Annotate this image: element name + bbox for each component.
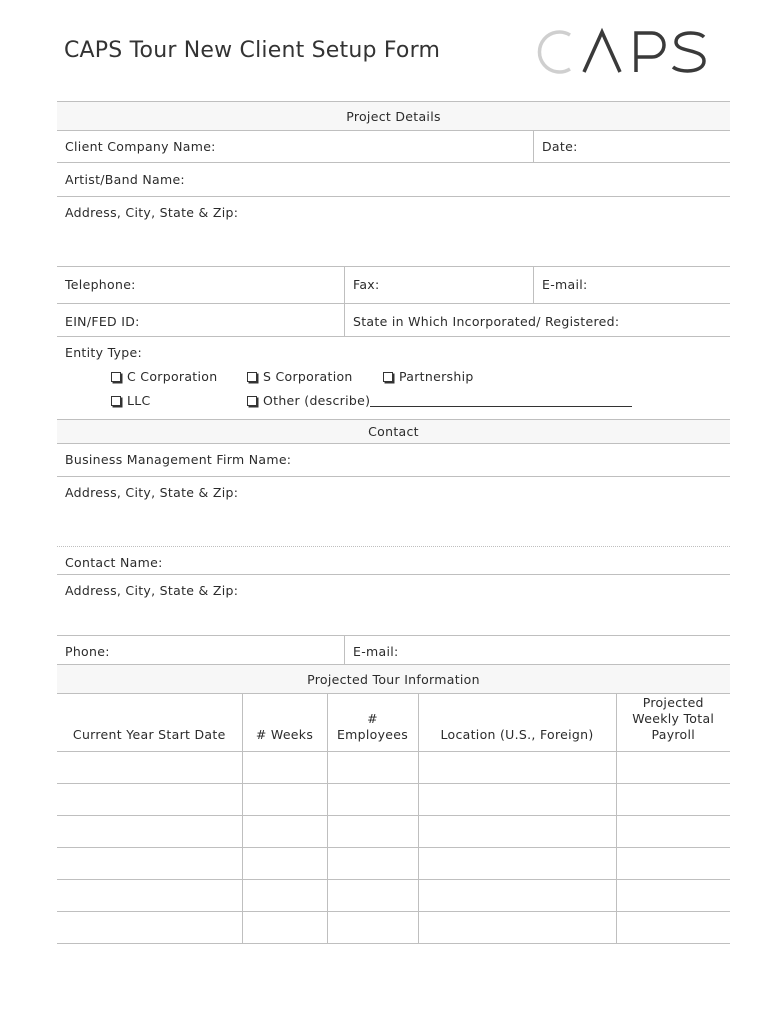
firm-address-field[interactable]: Address, City, State & Zip: xyxy=(65,485,239,500)
table-cell[interactable] xyxy=(327,848,418,880)
column-header: Current Year Start Date xyxy=(57,694,242,752)
client-company-name-field[interactable]: Client Company Name: xyxy=(65,139,216,154)
c-corporation-label: C Corporation xyxy=(127,369,218,384)
section-contact xyxy=(57,419,730,443)
checkbox-icon xyxy=(111,396,121,406)
caps-logo xyxy=(532,26,712,78)
section-heading: Contact xyxy=(368,424,419,439)
table-cell[interactable] xyxy=(327,752,418,784)
column-header: # Weeks xyxy=(242,694,327,752)
section-heading: Project Details xyxy=(346,108,441,124)
address-field[interactable]: Address, City, State & Zip: xyxy=(65,205,239,220)
table-cell[interactable] xyxy=(418,816,616,848)
table-cell[interactable] xyxy=(418,784,616,816)
table-cell[interactable] xyxy=(616,752,730,784)
table-cell[interactable] xyxy=(418,848,616,880)
entity-type-group xyxy=(57,336,730,419)
table-row xyxy=(57,848,730,880)
checkbox-icon xyxy=(247,396,257,406)
table-cell[interactable] xyxy=(616,848,730,880)
table-row xyxy=(57,784,730,816)
table-cell[interactable] xyxy=(616,816,730,848)
section-project-details xyxy=(57,101,730,130)
table-header-row xyxy=(57,694,730,752)
row-contact-name xyxy=(57,546,730,574)
row-phone xyxy=(57,635,730,664)
table-cell[interactable] xyxy=(418,912,616,944)
table-cell[interactable] xyxy=(57,752,242,784)
c-corporation-checkbox[interactable] xyxy=(111,369,217,384)
section-heading: Projected Tour Information xyxy=(307,671,480,687)
partnership-checkbox[interactable] xyxy=(383,369,474,384)
artist-band-name-field[interactable]: Artist/Band Name: xyxy=(65,172,185,187)
business-mgmt-firm-field[interactable]: Business Management Firm Name: xyxy=(65,452,292,467)
table-cell[interactable] xyxy=(57,816,242,848)
row-artist xyxy=(57,162,730,196)
table-cell[interactable] xyxy=(57,912,242,944)
ein-field[interactable]: EIN/FED ID: xyxy=(65,314,140,329)
row-client-company xyxy=(57,130,730,162)
other-describe-line[interactable] xyxy=(370,394,632,407)
telephone-field[interactable]: Telephone: xyxy=(65,277,136,292)
section-tour-info xyxy=(57,664,730,693)
s-corporation-checkbox[interactable] xyxy=(247,369,353,384)
tour-info-table xyxy=(57,693,730,944)
checkbox-icon xyxy=(383,372,393,382)
entity-type-label: Entity Type: xyxy=(65,345,142,360)
column-header: Projected Weekly Total Payroll xyxy=(616,694,730,752)
table-cell[interactable] xyxy=(327,816,418,848)
row-contact-address xyxy=(57,574,730,635)
date-field[interactable]: Date: xyxy=(533,131,730,162)
row-telephone xyxy=(57,266,730,303)
table-cell[interactable] xyxy=(57,880,242,912)
table-cell[interactable] xyxy=(242,912,327,944)
other-label: Other (describe) xyxy=(263,393,371,408)
table-row xyxy=(57,880,730,912)
form-title: CAPS Tour New Client Setup Form xyxy=(64,38,441,63)
table-cell[interactable] xyxy=(57,848,242,880)
table-row xyxy=(57,912,730,944)
column-header: # Employees xyxy=(327,694,418,752)
table-cell[interactable] xyxy=(242,784,327,816)
table-cell[interactable] xyxy=(616,912,730,944)
checkbox-icon xyxy=(247,372,257,382)
table-cell[interactable] xyxy=(242,848,327,880)
state-incorporated-field[interactable]: State in Which Incorporated/ Registered: xyxy=(344,304,730,336)
row-address xyxy=(57,196,730,266)
table-cell[interactable] xyxy=(242,816,327,848)
table-cell[interactable] xyxy=(616,880,730,912)
llc-checkbox[interactable] xyxy=(111,393,151,408)
table-cell[interactable] xyxy=(616,784,730,816)
table-cell[interactable] xyxy=(327,784,418,816)
table-row xyxy=(57,752,730,784)
fax-field[interactable]: Fax: xyxy=(344,267,533,303)
contact-name-field[interactable]: Contact Name: xyxy=(65,555,163,570)
table-cell[interactable] xyxy=(327,880,418,912)
s-corporation-label: S Corporation xyxy=(263,369,353,384)
contact-email-field[interactable]: E-mail: xyxy=(344,636,730,664)
partnership-label: Partnership xyxy=(399,369,474,384)
other-checkbox[interactable] xyxy=(247,393,632,408)
client-setup-form xyxy=(57,101,730,944)
checkbox-icon xyxy=(111,372,121,382)
email-field[interactable]: E-mail: xyxy=(533,267,730,303)
row-ein xyxy=(57,303,730,336)
table-row xyxy=(57,816,730,848)
column-header: Location (U.S., Foreign) xyxy=(418,694,616,752)
contact-address-field[interactable]: Address, City, State & Zip: xyxy=(65,583,239,598)
table-cell[interactable] xyxy=(418,752,616,784)
phone-field[interactable]: Phone: xyxy=(65,644,110,659)
table-cell[interactable] xyxy=(418,880,616,912)
table-cell[interactable] xyxy=(327,912,418,944)
llc-label: LLC xyxy=(127,393,151,408)
row-firm-address xyxy=(57,476,730,546)
table-cell[interactable] xyxy=(242,880,327,912)
table-cell[interactable] xyxy=(242,752,327,784)
table-cell[interactable] xyxy=(57,784,242,816)
row-business-mgmt xyxy=(57,443,730,476)
